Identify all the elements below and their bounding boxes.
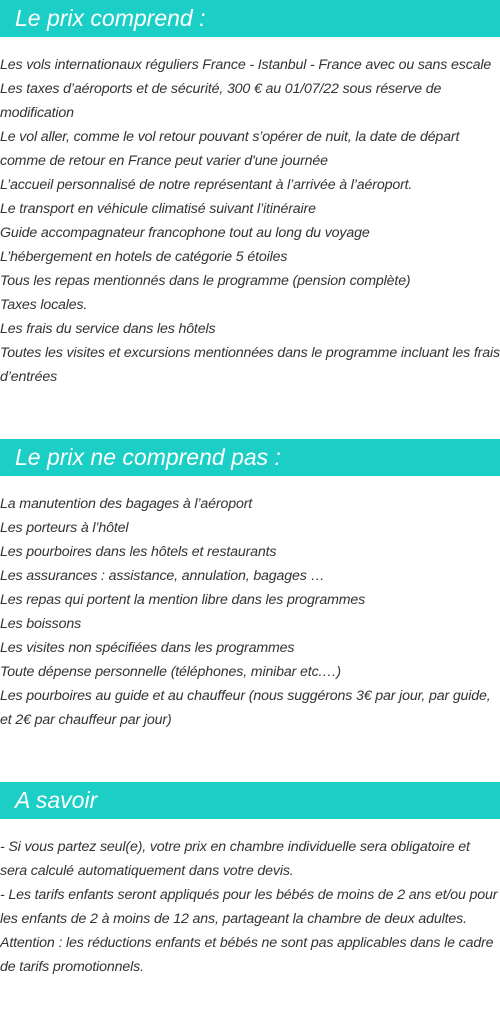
list-item: Les pourboires dans les hôtels et restaurants (0, 544, 277, 560)
list-item: Tous les repas mentionnés dans le programme (pension complète) (0, 273, 411, 289)
list-item: L’hébergement en hotels de catégorie 5 étoiles (0, 249, 288, 265)
list-item: Les visites non spécifiées dans les programmes (0, 640, 295, 656)
list-item: Le transport en véhicule climatisé suivant l’itinéraire (0, 201, 316, 217)
list-item: Toute dépense personnelle (téléphones, minibar etc.…) (0, 664, 341, 680)
section-title-good-to-know: A savoir (0, 782, 500, 819)
list-item: L’accueil personnalisé de notre représentant à l’arrivée à l’aéroport. (0, 177, 413, 193)
included-list (0, 53, 500, 389)
list-item: Les pourboires au guide et au chauffeur (nous suggérons 3€ par jour, par guide, et 2€ par chauffeur par jour) (0, 688, 491, 728)
list-item: - Si vous partez seul(e), votre prix en chambre individuelle sera obligatoire et sera calculé automatiquement dans votre devis. (0, 839, 470, 879)
list-item: La manutention des bagages à l’aéroport (0, 496, 253, 512)
list-item: Les vols internationaux réguliers France - Istanbul - France avec ou sans escale (0, 57, 492, 73)
list-item: Toutes les visites et excursions mentionnées dans le programme incluant les frais d’entrées (0, 345, 500, 385)
list-item: Le vol aller, comme le vol retour pouvant s’opérer de nuit, la date de départ comme de retour en France peut varier d'une journée (0, 129, 460, 169)
list-item: Les boissons (0, 616, 82, 632)
list-item: Taxes locales. (0, 297, 88, 313)
list-item: Les frais du service dans les hôtels (0, 321, 216, 337)
good-to-know-list (0, 835, 500, 979)
list-item: Les taxes d’aéroports et de sécurité, 300 € au 01/07/22 sous réserve de modification (0, 81, 442, 121)
list-item: - Les tarifs enfants seront appliqués pour les bébés de moins de 2 ans et/ou pour les enfants de 2 à moins de 12 ans, partageant la chambre de deux adultes. (0, 887, 498, 927)
list-item: Les assurances : assistance, annulation, bagages … (0, 568, 325, 584)
list-item: Guide accompagnateur francophone tout au long du voyage (0, 225, 370, 241)
not-included-list (0, 492, 500, 732)
list-item: Les porteurs à l’hôtel (0, 520, 129, 536)
list-item: Attention : les réductions enfants et bébés ne sont pas applicables dans le cadre de tarifs promotionnels. (0, 935, 494, 975)
list-item: Les repas qui portent la mention libre dans les programmes (0, 592, 366, 608)
section-title-not-included: Le prix ne comprend pas : (0, 439, 500, 476)
section-title-included: Le prix comprend : (0, 0, 500, 37)
